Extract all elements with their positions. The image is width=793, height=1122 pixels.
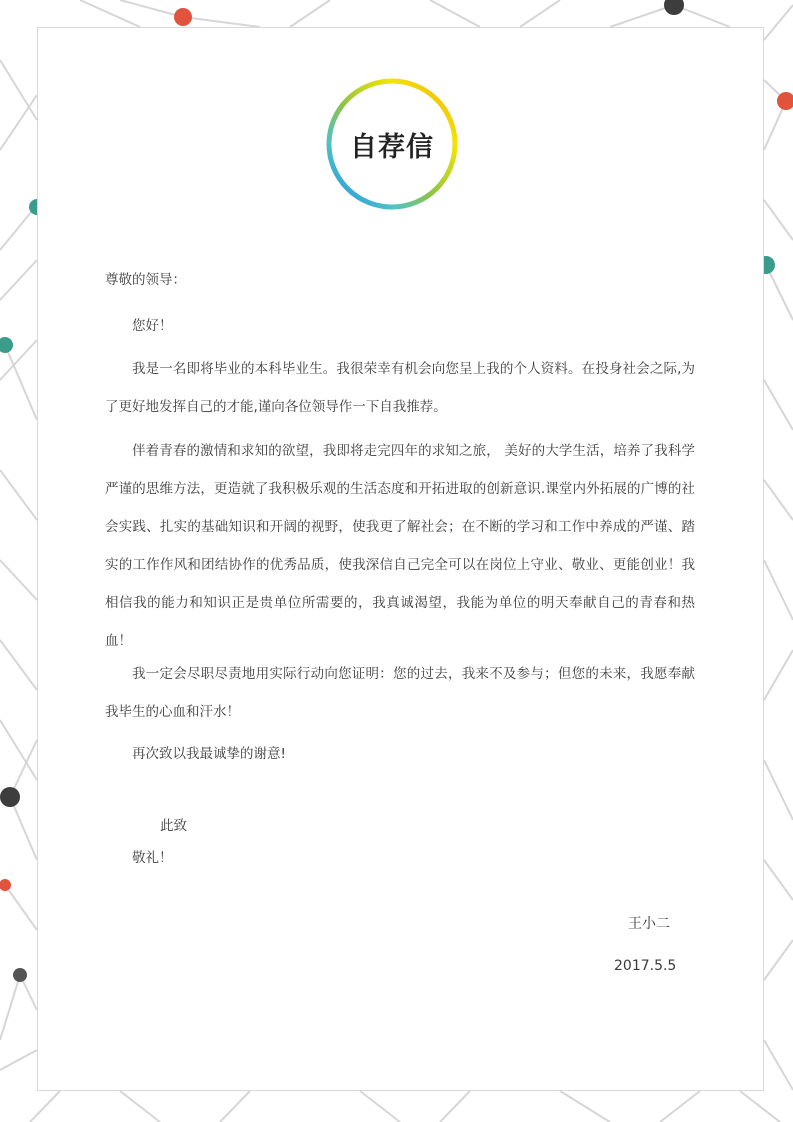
signature: 王小二 — [628, 916, 670, 932]
paragraph-greeting: 您好！ — [132, 318, 173, 334]
paragraph-intro: 我是一名即将毕业的本科毕业生。我很荣幸有机会向您呈上我的个人资料。在投身社会之际,为了更好地发挥自己的才能,谨向各位领导作一下自我推荐。 — [105, 361, 695, 415]
dot-dark — [664, 0, 684, 15]
title-badge — [325, 77, 459, 211]
paragraph-commitment: 我一定会尽职尽责地用实际行动向您证明：您的过去，我来不及参与；但您的未来，我愿奉献我毕生的心血和汗水！ — [105, 666, 695, 720]
dot-dark — [13, 968, 27, 982]
dot-teal — [0, 337, 13, 353]
date: 2017.5.5 — [614, 958, 677, 974]
paragraph-thanks: 再次致以我最诚挚的谢意! — [132, 746, 286, 762]
page-title: 自荐信 — [350, 131, 434, 163]
dot-red — [0, 879, 11, 891]
salutation: 尊敬的领导： — [105, 272, 186, 288]
dot-red — [174, 8, 192, 26]
closing-line-2: 敬礼！ — [132, 850, 173, 866]
paragraph-main: 伴着青春的激情和求知的欲望，我即将走完四年的求知之旅， 美好的大学生活，培养了我科学严谨的思维方法，更造就了我积极乐观的生活态度和开拓进取的创新意识.课堂内外拓展的广博的社会实践、扎实的基础知识和开阔的视野，使我更了解社会；在不断的学习和工作中养成的严谨、踏实的工作作风和团结协作的优秀品质，使我深信自己完全可以在岗位上守业、敬业、更能创业！我相信我的能力和知识正是贵单位所需要的，我真诚渴望，我能为单位的明天奉献自己的青春和热血！ — [105, 443, 695, 649]
closing-line-1: 此致 — [160, 818, 187, 834]
letter-paper — [37, 27, 764, 1091]
dot-dark — [0, 787, 20, 807]
